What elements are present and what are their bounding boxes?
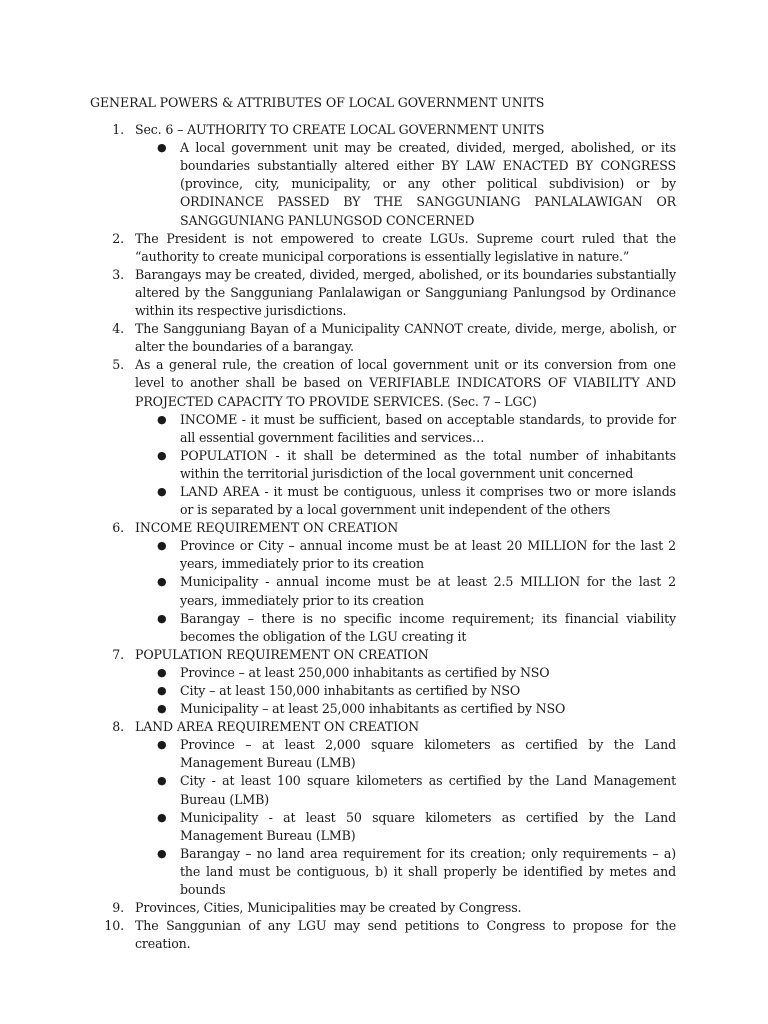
bullet-icon: ●	[157, 738, 167, 752]
list-item-number: 9.	[112, 900, 124, 916]
list-item-number: 4.	[112, 321, 124, 337]
list-item-number: 8.	[112, 719, 124, 735]
bullet-item-text: Municipality – at least 25,000 inhabitants as certified by NSO	[180, 701, 566, 717]
bullet-item-text: City – at least 150,000 inhabitants as certified by NSO	[180, 683, 521, 698]
bullet-item	[135, 700, 676, 718]
bullet-item-text: Barangay – there is no specific income requirement; its financial viability becomes the obligation of the LGU creating it	[180, 610, 676, 644]
bullet-item-text: Province – at least 250,000 inhabitants as certified by NSO	[180, 664, 550, 680]
bullet-item	[135, 772, 676, 808]
bullet-list	[135, 411, 676, 520]
list-item	[90, 230, 676, 266]
bullet-item	[135, 736, 676, 772]
list-item	[90, 917, 676, 953]
bullet-list	[135, 664, 676, 718]
list-item-text: INCOME REQUIREMENT ON CREATION	[135, 520, 399, 536]
bullet-item-text: Province or City – annual income must be at least 20 MILLION for the last 2 years, immediately prior to its creation	[180, 538, 676, 572]
bullet-icon: ●	[157, 665, 167, 679]
bullet-icon: ●	[157, 810, 167, 824]
bullet-item-text: POPULATION - it shall be determined as the total number of inhabitants within the territorial jurisdiction of the local government unit concerned	[180, 447, 676, 481]
list-item-text: Sec. 6 – AUTHORITY TO CREATE LOCAL GOVERNMENT UNITS	[135, 122, 545, 138]
list-item-text: LAND AREA REQUIREMENT ON CREATION	[135, 719, 420, 735]
list-item-number: 7.	[112, 646, 124, 662]
list-item-text: The Sangguniang Bayan of a Municipality CANNOT create, divide, merge, abolish, or alter the boundaries of a barangay.	[135, 321, 676, 355]
list-item-number: 6.	[112, 520, 124, 536]
list-item	[90, 320, 676, 356]
bullet-icon: ●	[157, 539, 167, 553]
bullet-icon: ●	[157, 141, 167, 155]
bullet-item	[135, 573, 676, 609]
bullet-icon: ●	[157, 846, 167, 860]
bullet-item-text: Municipality - annual income must be at least 2.5 MILLION for the last 2 years, immediately prior to its creation	[180, 574, 676, 608]
bullet-item	[135, 411, 676, 447]
bullet-list	[135, 537, 676, 646]
bullet-list	[135, 139, 676, 229]
bullet-icon: ●	[157, 575, 167, 589]
bullet-list	[135, 736, 676, 899]
page-title: GENERAL POWERS & ATTRIBUTES OF LOCAL GOVERNMENT UNITS	[90, 95, 545, 110]
list-item-text: The Sanggunian of any LGU may send petitions to Congress to propose for the creation.	[135, 918, 676, 952]
bullet-item	[135, 610, 676, 646]
list-item-number: 1.	[112, 122, 124, 138]
numbered-list	[90, 121, 676, 953]
bullet-icon: ●	[157, 702, 167, 716]
list-item-text: As a general rule, the creation of local government unit or its conversion from one level to another shall be based on VERIFIABLE INDICATORS OF VIABILITY AND PROJECTED CAPACITY TO PROVIDE SERVICES. (Sec. 7 – LGC)	[135, 357, 676, 409]
bullet-item	[135, 447, 676, 483]
bullet-item-text: A local government unit may be created, divided, merged, abolished, or its boundaries substantially altered either BY LAW ENACTED BY CONGRESS (province, city, municipality, or any other political subdivision) or by ORDINANCE PASSED BY THE SANGGUNIANG PANLALAWIGAN OR SANGGUNIANG PANLUNGSOD CONCERNED	[180, 140, 676, 228]
bullet-icon: ●	[157, 611, 167, 625]
bullet-item-text: Province – at least 2,000 square kilometers as certified by the Land Management Bureau (LMB)	[180, 737, 676, 771]
bullet-item	[135, 809, 676, 845]
bullet-item	[135, 139, 676, 229]
bullet-icon: ●	[157, 448, 167, 462]
bullet-item	[135, 664, 676, 682]
list-item-text: POPULATION REQUIREMENT ON CREATION	[135, 646, 429, 662]
list-item	[90, 519, 676, 646]
list-item	[90, 646, 676, 718]
list-item-number: 5.	[112, 357, 124, 373]
bullet-item-text: City - at least 100 square kilometers as certified by the Land Management Bureau (LMB)	[180, 773, 676, 807]
list-item	[90, 266, 676, 320]
list-item-text: Barangays may be created, divided, merged, abolished, or its boundaries substantially altered by the Sangguniang Panlalawigan or Sangguniang Panlungsod by Ordinance within its respective jurisdictions.	[135, 266, 676, 319]
list-item-number: 2.	[112, 230, 124, 246]
bullet-icon: ●	[157, 412, 167, 426]
bullet-icon: ●	[157, 774, 167, 788]
list-item-number: 3.	[112, 266, 124, 282]
list-item	[90, 899, 676, 917]
bullet-item-text: Municipality - at least 50 square kilometers as certified by the Land Management Bureau (LMB)	[180, 809, 676, 843]
bullet-item	[135, 483, 676, 519]
list-item	[90, 356, 676, 519]
bullet-item	[135, 845, 676, 899]
bullet-item	[135, 537, 676, 573]
list-item	[90, 121, 676, 230]
list-item-number: 10.	[104, 918, 124, 934]
bullet-icon: ●	[157, 484, 167, 498]
bullet-icon: ●	[157, 684, 167, 697]
bullet-item	[135, 682, 676, 700]
list-item-text: The President is not empowered to create LGUs. Supreme court ruled that the “authority to create municipal corporations is essentially legislative in nature.”	[135, 230, 676, 264]
bullet-item-text: LAND AREA - it must be contiguous, unless it comprises two or more islands or is separated by a local government unit independent of the others	[180, 483, 676, 518]
bullet-item-text: Barangay – no land area requirement for its creation; only requirements – a) the land must be contiguous, b) it shall properly be identified by metes and bounds	[180, 845, 676, 898]
list-item	[90, 718, 676, 899]
bullet-item-text: INCOME - it must be sufficient, based on acceptable standards, to provide for all essential government facilities and services…	[180, 411, 676, 445]
list-item-text: Provinces, Cities, Municipalities may be created by Congress.	[135, 900, 522, 916]
